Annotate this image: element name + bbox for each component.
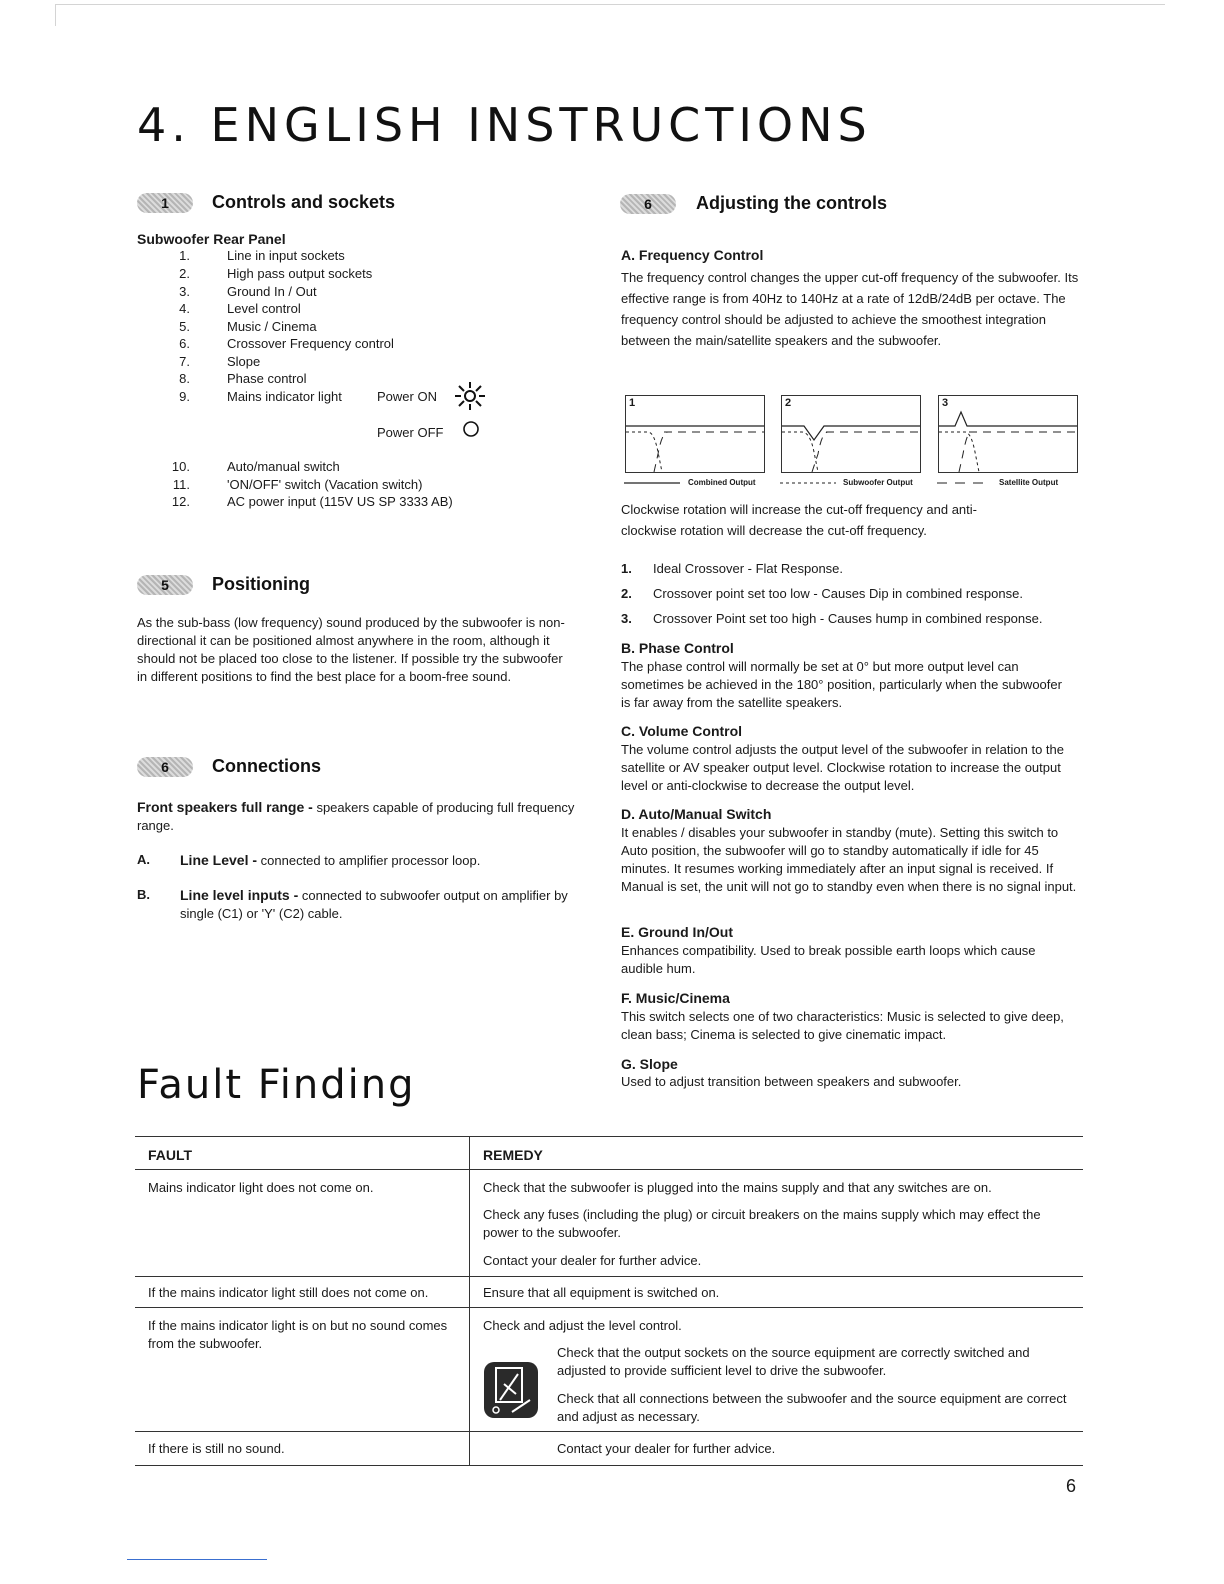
list-item-label: Slope — [227, 354, 261, 369]
frequency-control-heading: A. Frequency Control — [621, 247, 764, 263]
legend-combined-label: Combined Output — [688, 478, 756, 487]
volume-control-body: The volume control adjusts the output level of the subwoofer in relation to the satellite or AV speaker output level. Clockwise rotation to increase the output level or anti-clockwise to decrease the output level. — [621, 742, 1064, 793]
numbered-num: 3. — [621, 611, 632, 626]
page-number: 6 — [1066, 1476, 1077, 1496]
connection-b-label: Line level inputs - — [180, 887, 299, 903]
numbered-num: 1. — [621, 561, 632, 576]
crossover-diagram-2 — [781, 395, 921, 473]
diagram-number: 1 — [629, 397, 636, 409]
diagram-1-curves — [626, 396, 764, 472]
connection-b-text — [180, 886, 600, 923]
top-border-tick — [55, 4, 56, 26]
list-item-label: Crossover Frequency control — [227, 336, 394, 351]
list-item-label: Mains indicator light — [227, 389, 342, 404]
section-title-connections: Connections — [212, 756, 322, 776]
power-on-sun-icon — [450, 380, 490, 412]
list-item-label: Auto/manual switch — [227, 459, 340, 474]
remedy-cell: Check that the subwoofer is plugged into the mains supply and that any switches are on. — [483, 1180, 992, 1195]
diagram-number: 3 — [942, 397, 949, 409]
list-item-num: 2. — [179, 266, 190, 281]
volume-control-heading: C. Volume Control — [621, 723, 743, 739]
fault-cell: If there is still no sound. — [148, 1441, 285, 1456]
remedy-cell: Check and adjust the level control. — [483, 1318, 682, 1333]
diagram-number: 2 — [785, 397, 792, 409]
list-item-label: Ground In / Out — [227, 284, 317, 299]
list-item-label: 'ON/OFF' switch (Vacation switch) — [227, 477, 423, 492]
dealer-consult-icon — [482, 1360, 540, 1420]
table-bottom-border — [135, 1465, 1083, 1466]
power-off-label: Power OFF — [377, 425, 444, 440]
legend-combined-line — [624, 478, 684, 488]
page-title: 4. ENGLISH INSTRUCTIONS — [137, 98, 872, 152]
section-badge-connections: 6 — [137, 757, 193, 777]
section-badge-positioning: 5 — [137, 575, 193, 595]
front-speakers-text — [137, 798, 577, 835]
phase-control-body: The phase control will normally be set at 0° but more output level can sometimes be achieved in the 180° position, particularly when the subwoofer is far away from the satellite speakers. — [621, 659, 1062, 710]
connection-a-desc: connected to amplifier processor loop. — [257, 853, 481, 868]
auto-manual-body: It enables / disables your subwoofer in standby (mute). Setting this switch to Auto position, the subwoofer will go to standby automatically if idle for 45 minutes. It resumes working immediately after an input signal is received. If Manual is set, the unit will not go to standby even when there is no signal input. — [621, 825, 1077, 894]
list-item-label: AC power input (115V US SP 3333 AB) — [227, 494, 453, 509]
list-item-label: Level control — [227, 301, 301, 316]
rotation-text: Clockwise rotation will increase the cut-off frequency and anti-clockwise rotation will decrease the cut-off frequency. — [621, 502, 977, 538]
bottom-link-underline — [127, 1559, 267, 1560]
music-cinema-body: This switch selects one of two characteristics: Music is selected to give deep, clean bass; Cinema is selected to give cinematic impact. — [621, 1009, 1064, 1042]
top-border-line — [55, 4, 1165, 5]
list-item-label: Line in input sockets — [227, 248, 345, 263]
list-item-num: 12. — [171, 494, 190, 509]
remedy-cell: Check that all connections between the subwoofer and the source equipment are correct and adjust as necessary. — [557, 1391, 1067, 1424]
legend-satellite-label: Satellite Output — [999, 478, 1059, 487]
fault-cell: If the mains indicator light still does not come on. — [148, 1285, 429, 1300]
music-cinema-heading: F. Music/Cinema — [621, 990, 730, 1006]
power-on-label: Power ON — [377, 389, 437, 404]
table-header-fault: FAULT — [148, 1147, 193, 1163]
frequency-control-body: The frequency control changes the upper cut-off frequency of the subwoofer. Its effective range is from 40Hz to 140Hz at a rate of 12dB/24dB per octave. The frequency control should be adjusted to achieve the smoothest integration between the main/satellite speakers and the subwoofer. — [621, 270, 1079, 348]
list-item-num: 7. — [179, 354, 190, 369]
phase-control-heading: B. Phase Control — [621, 640, 734, 656]
table-header-border — [135, 1169, 1083, 1170]
list-item-label: High pass output sockets — [227, 266, 373, 281]
list-item-label: Music / Cinema — [227, 319, 317, 334]
slope-heading: G. Slope — [621, 1056, 678, 1072]
front-speakers-desc: speakers capable of producing full frequency range. — [137, 800, 575, 833]
list-item-num: 3. — [179, 284, 190, 299]
crossover-diagram-1 — [625, 395, 765, 473]
numbered-text: Crossover Point set too high - Causes hump in combined response. — [653, 611, 1043, 626]
connection-b-desc: connected to subwoofer output on amplifier by single (C1) or 'Y' (C2) cable. — [180, 888, 568, 921]
table-row-border — [135, 1307, 1083, 1308]
section-title-positioning: Positioning — [212, 574, 310, 594]
list-item-num: 9. — [179, 389, 190, 404]
rear-panel-heading: Subwoofer Rear Panel — [137, 231, 286, 247]
numbered-text: Ideal Crossover - Flat Response. — [653, 561, 844, 576]
table-row-border — [135, 1431, 1083, 1432]
connection-a-text — [180, 851, 580, 870]
connection-a-letter: A. — [137, 852, 150, 867]
fault-cell: If the mains indicator light is on but no sound comes from the subwoofer. — [148, 1318, 448, 1351]
section-title-adjusting: Adjusting the controls — [696, 193, 887, 213]
auto-manual-heading: D. Auto/Manual Switch — [621, 806, 772, 822]
fault-cell: Mains indicator light does not come on. — [148, 1180, 374, 1195]
crossover-diagram-3 — [938, 395, 1078, 473]
power-off-circle-icon — [460, 418, 482, 440]
legend-satellite-line — [937, 478, 997, 488]
section-badge-controls: 1 — [137, 193, 193, 213]
table-column-divider — [469, 1136, 470, 1465]
section-title-controls: Controls and sockets — [212, 192, 396, 212]
slope-body: Used to adjust transition between speakers and subwoofer. — [621, 1074, 962, 1089]
list-item-num: 5. — [179, 319, 190, 334]
legend-subwoofer-label: Subwoofer Output — [843, 478, 913, 487]
legend-subwoofer-line — [780, 478, 840, 488]
remedy-cell: Check that the output sockets on the source equipment are correctly switched and adjusted to provide sufficient level to drive the subwoofer. — [557, 1345, 1030, 1378]
remedy-cell: Ensure that all equipment is switched on. — [483, 1285, 720, 1300]
ground-body: Enhances compatibility. Used to break possible earth loops which cause audible hum. — [621, 943, 1036, 976]
connection-b-letter: B. — [137, 887, 150, 902]
connection-a-label: Line Level - — [180, 852, 258, 868]
diagram-3-curves — [939, 396, 1077, 472]
table-top-border — [135, 1136, 1083, 1137]
fault-finding-title: Fault Finding — [137, 1062, 416, 1108]
list-item-num: 1. — [179, 248, 190, 263]
list-item-num: 8. — [179, 371, 190, 386]
list-item-label: Phase control — [227, 371, 307, 386]
list-item-num: 10. — [171, 459, 190, 474]
list-item-num: 4. — [179, 301, 190, 316]
ground-heading: E. Ground In/Out — [621, 924, 733, 940]
diagram-2-curves — [782, 396, 920, 472]
remedy-cell: Check any fuses (including the plug) or circuit breakers on the mains supply which may effect the power to the subwoofer. — [483, 1207, 1041, 1240]
remedy-cell: Contact your dealer for further advice. — [557, 1441, 776, 1456]
list-item-num: 6. — [179, 336, 190, 351]
numbered-text: Crossover point set too low - Causes Dip in combined response. — [653, 586, 1023, 601]
front-speakers-label: Front speakers full range - — [137, 799, 313, 815]
positioning-body: As the sub-bass (low frequency) sound produced by the subwoofer is non-directional it can be positioned almost anywhere in the room, although it should not be placed too close to the listener. If possible try the subwoofer in different positions to find the best place for a boom-free sound. — [137, 615, 565, 684]
section-badge-adjusting: 6 — [620, 194, 676, 214]
remedy-cell: Contact your dealer for further advice. — [483, 1253, 702, 1268]
list-item-num: 11. — [172, 477, 190, 492]
numbered-num: 2. — [621, 586, 632, 601]
table-header-remedy: REMEDY — [483, 1147, 543, 1163]
table-row-border — [135, 1276, 1083, 1277]
